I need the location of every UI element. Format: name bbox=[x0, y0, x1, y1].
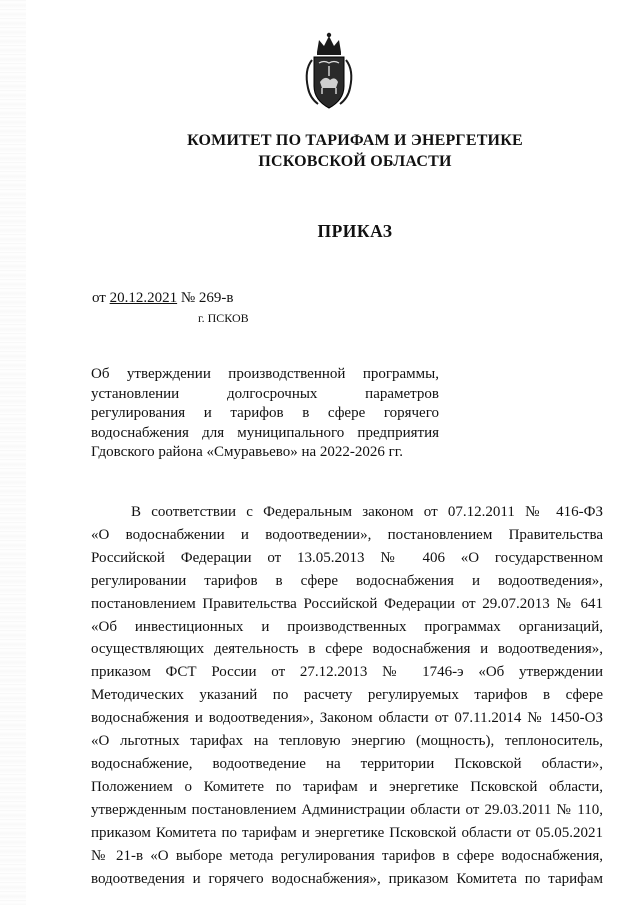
body-line: регулировании тарифов в сфере водоснабжения и водоотведения», bbox=[91, 572, 603, 589]
body-line: утвержденным постановлением Администрации области от 29.03.2011 № 110, bbox=[91, 801, 603, 818]
order-subject bbox=[91, 365, 439, 463]
issuer-name-line1: КОМИТЕТ ПО ТАРИФАМ И ЭНЕРГЕТИКЕ bbox=[187, 132, 523, 149]
body-line: постановлением Правительства Российской Федерации от 29.07.2013 № 641 bbox=[91, 595, 603, 612]
body-line: В соответствии с Федеральным законом от 07.12.2011 № 416-ФЗ bbox=[131, 504, 603, 520]
body-line: водоотведения и горячего водоснабжения», приказом Комитета по тарифам bbox=[91, 870, 603, 887]
subject-line: регулирования и тарифов в сфере горячего bbox=[91, 405, 439, 421]
order-city: г. ПСКОВ bbox=[198, 311, 249, 325]
body-line: приказом ФСТ России от 27.12.2013 № 1746-э «Об утверждении bbox=[91, 664, 603, 681]
body-line: Российской Федерации от 13.05.2013 № 406 «О государственном bbox=[91, 549, 603, 566]
order-prefix: от bbox=[92, 290, 106, 306]
body-line: водоснабжения и водоотведения», Законом области от 07.11.2014 № 1450-ОЗ bbox=[91, 710, 603, 727]
body-line: «О льготных тарифах на тепловую энергию (мощность), теплоноситель, bbox=[91, 733, 603, 750]
order-body-text bbox=[91, 501, 603, 890]
subject-line: установлении долгосрочных параметров bbox=[91, 385, 439, 402]
order-number: № 269-в bbox=[180, 290, 234, 306]
document-title: ПРИКАЗ bbox=[317, 221, 393, 241]
body-line: водоснабжение, водоотведение на территории Псковской области», bbox=[91, 755, 603, 772]
subject-line: Гдовского района «Смуравьево» на 2022-2026 гг. bbox=[91, 444, 404, 460]
order-date-number bbox=[92, 289, 234, 308]
scan-edge-artifact bbox=[0, 0, 26, 905]
body-line: приказом Комитета по тарифам и энергетике Псковской области от 05.05.2021 bbox=[91, 824, 603, 841]
coat-of-arms-emblem bbox=[300, 30, 358, 114]
subject-line: водоснабжения для муниципального предприятия bbox=[91, 424, 439, 441]
subject-line: Об утверждении производственной программы, bbox=[91, 366, 439, 382]
body-line: «О водоснабжении и водоотведении», постановлением Правительства bbox=[91, 526, 603, 543]
body-line: Методических указаний по расчету регулируемых тарифов в сфере bbox=[91, 687, 603, 704]
issuer-name-line2: ПСКОВСКОЙ ОБЛАСТИ bbox=[258, 153, 452, 170]
body-line: осуществляющих деятельность в сфере водоснабжения и водоотведения», bbox=[91, 641, 603, 658]
body-line: № 21-в «О выборе метода регулирования тарифов в сфере водоснабжения, bbox=[91, 847, 603, 864]
body-line: «Об инвестиционных и производственных программах организаций, bbox=[91, 618, 603, 635]
order-date: 20.12.2021 bbox=[109, 290, 178, 306]
body-line: Положением о Комитете по тарифам и энергетике Псковской области, bbox=[91, 778, 603, 795]
